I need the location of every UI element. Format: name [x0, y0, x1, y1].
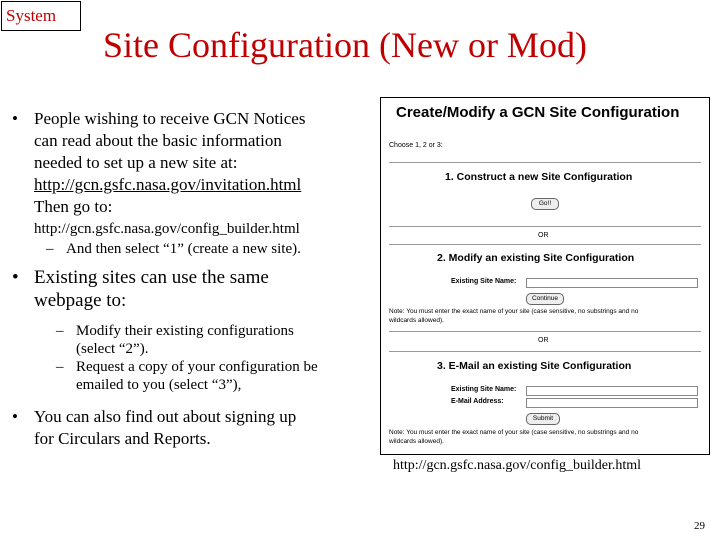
form-divider [389, 226, 701, 227]
go-button[interactable]: Go!! [531, 198, 559, 210]
site-name-input[interactable] [526, 278, 698, 288]
bullet-item-notices [12, 108, 372, 258]
section-modify-existing: 2. Modify an existing Site Configuration [437, 252, 635, 264]
note-line: wildcards allowed). [389, 438, 444, 445]
bullet-text-line: Then go to: [34, 197, 113, 216]
bullet-text-line: can read about the basic information [34, 131, 282, 150]
form-choose-label: Choose 1, 2 or 3: [389, 142, 443, 149]
continue-button[interactable]: Continue [526, 293, 564, 305]
bullet-text-line: needed to set up a new site at: [34, 153, 238, 172]
sub-bullet-create: – And then select “1” (create a new site). [34, 240, 372, 258]
sub-bullet-line: – Request a copy of your configuration be [76, 359, 318, 375]
form-divider [389, 331, 701, 332]
section-construct-new: 1. Construct a new Site Configuration [445, 171, 633, 183]
bullet-text-line: • Existing sites can use the same [34, 267, 269, 288]
email-label: E-Mail Address: [451, 398, 504, 405]
sub-bullet-modify [44, 322, 372, 358]
form-divider [389, 162, 701, 163]
page-number: 29 [694, 520, 705, 532]
form-note [389, 307, 699, 325]
section-email-existing: 3. E-Mail an existing Site Configuration [437, 360, 632, 372]
site-name-input[interactable] [526, 386, 698, 396]
site-name-label: Existing Site Name: [451, 278, 517, 285]
form-caption-url: http://gcn.gsfc.nasa.gov/config_builder.html [393, 458, 642, 473]
submit-button[interactable]: Submit [526, 413, 560, 425]
form-note [389, 428, 699, 446]
bullet-text-line: • You can also find out about signing up [34, 407, 297, 426]
bullet-list [12, 108, 372, 450]
config-builder-url: http://gcn.gsfc.nasa.gov/config_builder.html [34, 221, 300, 237]
note-line: wildcards allowed). [389, 317, 444, 324]
form-title: Create/Modify a GCN Site Configuration [396, 104, 680, 121]
site-name-label: Existing Site Name: [451, 386, 517, 393]
invitation-link[interactable]: http://gcn.gsfc.nasa.gov/invitation.html [34, 175, 302, 194]
email-input[interactable] [526, 398, 698, 408]
or-separator: OR [538, 337, 549, 344]
bullet-item-circulars [12, 406, 372, 450]
sub-bullet-line: emailed to you (select “3”), [76, 377, 242, 393]
sub-bullet-line: – Modify their existing configurations [76, 323, 294, 339]
bullet-item-existing-sites [12, 266, 372, 394]
form-divider [389, 351, 701, 352]
sub-bullet-request [44, 358, 372, 394]
note-line: Note: You must enter the exact name of your site (case sensitive, no substrings and no [389, 429, 639, 436]
form-divider [389, 244, 701, 245]
bullet-text-line: • People wishing to receive GCN Notices [34, 109, 306, 128]
bullet-text-line: webpage to: [34, 290, 127, 311]
bullet-text-line: for Circulars and Reports. [34, 429, 211, 448]
slide-title: Site Configuration (New or Mod) [103, 25, 587, 65]
or-separator: OR [538, 232, 549, 239]
section-tag: System [1, 1, 81, 31]
note-line: Note: You must enter the exact name of your site (case sensitive, no substrings and no [389, 308, 639, 315]
sub-bullet-line: (select “2”). [76, 341, 149, 357]
sub-bullet-group [44, 322, 372, 394]
config-form-screenshot [380, 97, 710, 455]
